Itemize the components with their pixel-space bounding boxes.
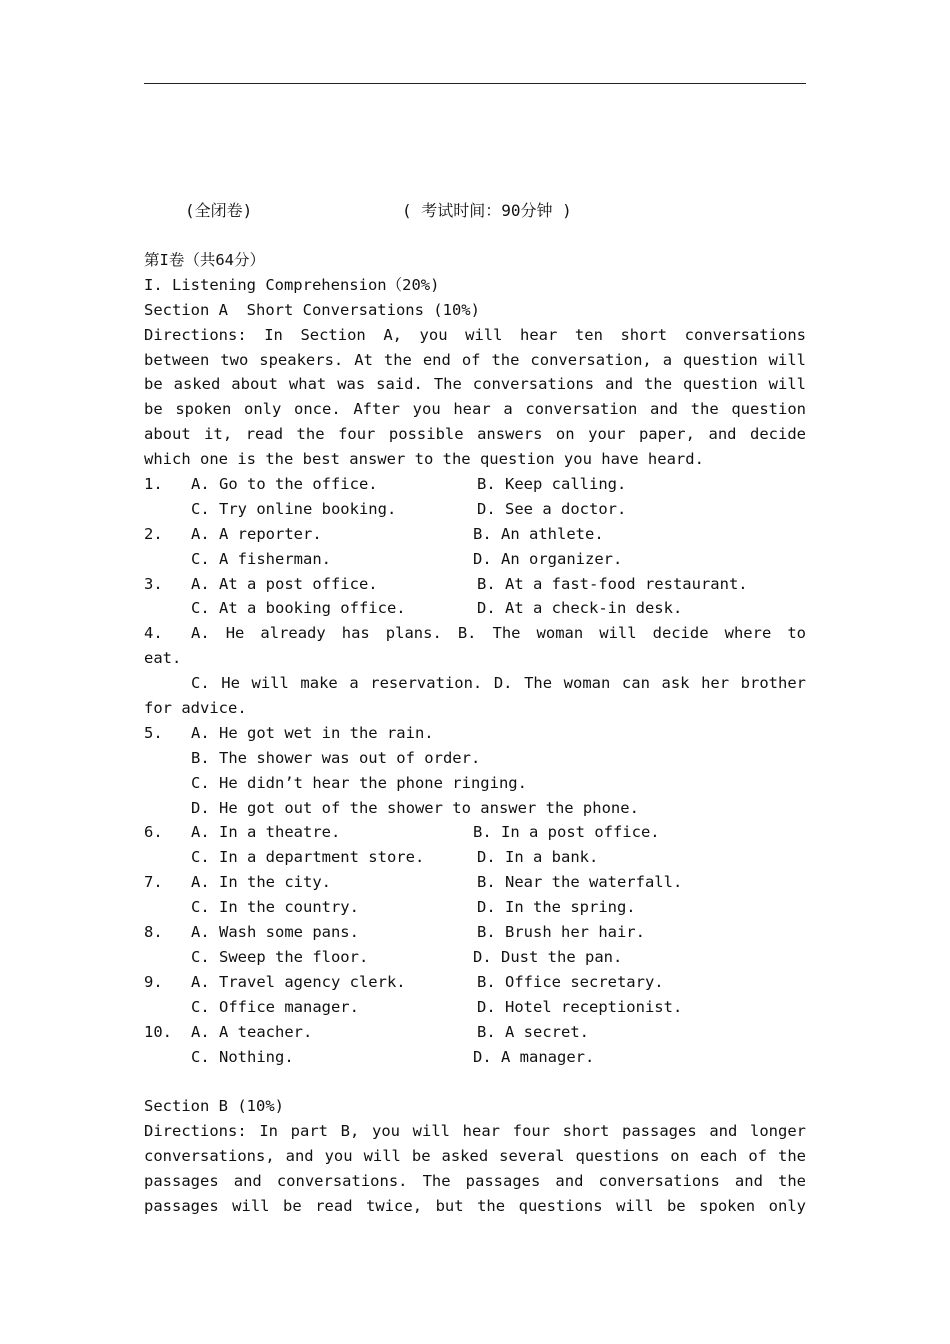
section-a-directions-line: Directions: In Section A, you will hear ten short conversations [144,325,806,344]
option-c: C. In the country. [191,898,359,917]
option-d: D. At a check-in desk. [477,599,683,618]
question-10-row [144,1045,806,1070]
option-b: B. A secret. [477,1022,589,1041]
option-c: C. He didn’t hear the phone ringing. [191,773,527,792]
exam-time: ( 考试时间：90分钟 ) [402,201,572,220]
option-d: D. Dust the pan. [473,947,623,966]
option-c: C. At a booking office. [191,599,406,618]
section-b-directions-line: passages will be read twice, but the questions will be spoken only [144,1196,806,1215]
question-5-row [144,721,806,746]
option-line: A. He already has plans. B. The woman will decide where to [191,624,806,643]
question-10-row [144,1020,806,1045]
question-8-row [144,920,806,945]
option-a: A. In a theatre. [191,823,341,842]
option-c: C. Nothing. [191,1047,294,1066]
question-7-row [144,870,806,895]
option-a: A. At a post office. [191,574,378,593]
question-5-row [144,771,806,796]
question-7-row [144,895,806,920]
question-2-row [144,522,806,547]
question-3-row [144,596,806,621]
option-a: A. He got wet in the rain. [191,723,434,742]
section-a-directions-line: which one is the best answer to the question you have heard. [144,450,704,469]
question-3-row [144,572,806,597]
spacer [144,1069,806,1094]
paper-title: 第I卷（共64分） [144,251,265,269]
section-a-directions-line: between two speakers. At the end of the conversation, a question will [144,350,806,369]
question-8-row [144,945,806,970]
question-4-row [144,671,806,696]
question-9-row [144,970,806,995]
option-b: B. An athlete. [473,524,604,543]
question-number: 7. [144,873,163,892]
option-a: A. In the city. [191,873,331,892]
question-number: 10. [144,1022,172,1041]
option-d: D. In the spring. [477,898,636,917]
part1-title: I. Listening Comprehension（20%) [144,275,440,294]
option-c: C. In a department store. [191,848,425,867]
option-a: A. Wash some pans. [191,923,359,942]
option-a: A. Go to the office. [191,475,378,494]
option-a: A. A reporter. [191,524,322,543]
section-a-title: Section A Short Conversations (10%) [144,300,480,319]
question-number: 5. [144,723,163,742]
section-b-title: Section B (10%) [144,1097,284,1116]
option-b: B. Near the waterfall. [477,873,683,892]
option-b: B. Brush her hair. [477,923,645,942]
option-b: B. Office secretary. [477,972,664,991]
top-rule [144,83,806,84]
question-number: 6. [144,823,163,842]
option-c: C. Sweep the floor. [191,947,369,966]
question-2-row [144,547,806,572]
option-b: B. In a post office. [473,823,660,842]
option-a: A. Travel agency clerk. [191,972,406,991]
option-d: D. An organizer. [473,549,623,568]
exam-content [144,248,806,1219]
option-d: D. See a doctor. [477,499,627,518]
exam-type: (全闭卷) [185,201,253,220]
section-b-directions-line: passages and conversations. The passages and conversations and the [144,1171,806,1190]
question-number: 4. [144,624,163,643]
question-number: 2. [144,524,163,543]
option-b: B. Keep calling. [477,475,627,494]
question-number: 1. [144,475,163,494]
question-6-row [144,845,806,870]
section-b-directions-line: conversations, and you will be asked several questions on each of the [144,1147,806,1166]
question-9-row [144,995,806,1020]
option-d: D. Hotel receptionist. [477,997,683,1016]
option-c: C. A fisherman. [191,549,331,568]
option-d: D. In a bank. [477,848,599,867]
question-6-row [144,820,806,845]
option-line: C. He will make a reservation. D. The woman can ask her brother [191,674,806,693]
option-d: D. A manager. [473,1047,595,1066]
section-a-directions-line: be spoken only once. After you hear a conversation and the question [144,400,806,419]
question-1-row [144,497,806,522]
question-number: 3. [144,574,163,593]
option-c: C. Office manager. [191,997,359,1016]
section-a-directions-line: about it, read the four possible answers on your paper, and decide [144,425,806,444]
option-c: C. Try online booking. [191,499,397,518]
option-d: D. He got out of the shower to answer the phone. [191,798,639,817]
question-number: 8. [144,923,163,942]
section-b-directions-line: Directions: In part B, you will hear four short passages and longer [144,1122,806,1141]
question-1-row [144,472,806,497]
option-line: for advice. [144,699,247,718]
question-4-row [144,621,806,646]
option-line: eat. [144,649,182,668]
option-a: A. A teacher. [191,1022,313,1041]
question-number: 9. [144,972,163,991]
question-5-row [144,796,806,821]
option-b: B. The shower was out of order. [191,748,481,767]
section-a-directions-line: be asked about what was said. The conversations and the question will [144,375,806,394]
option-b: B. At a fast-food restaurant. [477,574,748,593]
question-5-row [144,746,806,771]
